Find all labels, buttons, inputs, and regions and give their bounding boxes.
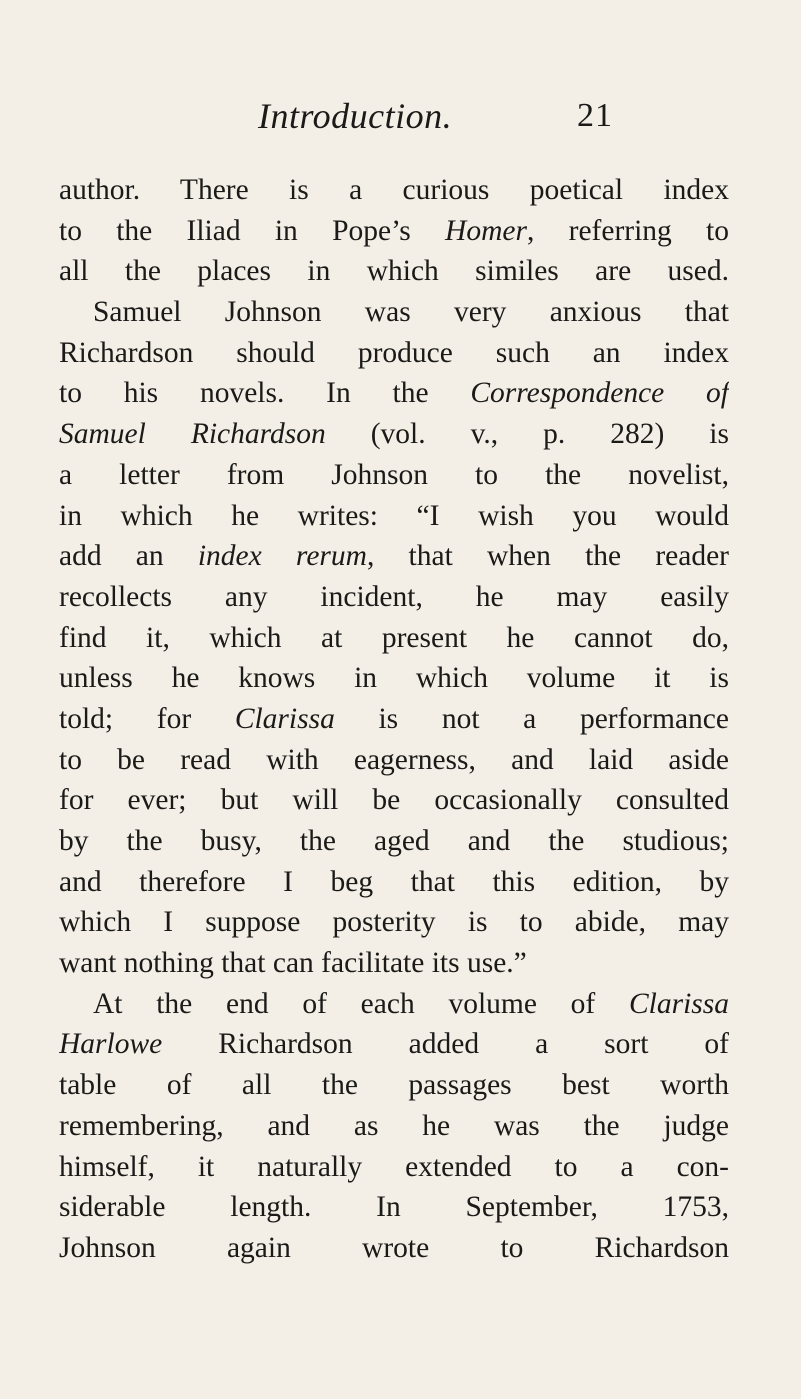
text-line: by the busy, the aged and the studious; xyxy=(59,825,729,857)
text-line: At the end of each volume of Clarissa xyxy=(93,987,729,1020)
italic-term: Homer xyxy=(445,214,527,247)
italic-term: index rerum xyxy=(197,540,367,573)
italic-term: Clarissa xyxy=(628,987,729,1020)
text-line: and therefore I beg that this edition, by xyxy=(59,865,729,898)
text-line: remembering, and as he was the judge xyxy=(59,1109,729,1142)
text-line: which I suppose posterity is to abide, may xyxy=(59,906,729,939)
italic-term: Samuel Richardson xyxy=(59,418,326,451)
body-text xyxy=(59,170,729,1269)
text-line: siderable length. In September, 1753, xyxy=(59,1191,729,1224)
text-line: for ever; but will be occasionally consulted xyxy=(59,784,729,817)
text-line: to be read with eagerness, and laid aside xyxy=(59,743,729,776)
text-line: Samuel Johnson was very anxious that xyxy=(93,296,729,329)
italic-term: Clarissa xyxy=(234,702,335,735)
text-line: himself, it naturally extended to a con- xyxy=(59,1150,729,1183)
page-number: 21 xyxy=(577,97,613,134)
text-line: Samuel Richardson (vol. v., p. 282) is xyxy=(59,418,729,451)
text-line: add an index rerum, that when the reader xyxy=(59,540,729,573)
text-line: Johnson again wrote to Richardson xyxy=(59,1231,729,1264)
italic-term: Harlowe xyxy=(59,1028,163,1061)
running-head-title: Introduction. xyxy=(258,96,453,136)
text-line: to the Iliad in Pope’s Homer, referring to xyxy=(59,214,729,247)
text-line: a letter from Johnson to the novelist, xyxy=(59,458,729,491)
text-line: all the places in which similes are used. xyxy=(59,255,729,288)
text-line: find it, which at present he cannot do, xyxy=(59,621,729,654)
text-line: unless he knows in which volume it is xyxy=(59,662,729,695)
text-line: Harlowe Richardson added a sort of xyxy=(59,1028,729,1061)
text-line: recollects any incident, he may easily xyxy=(59,580,729,613)
text-line: to his novels. In the Correspondence of xyxy=(59,377,729,410)
text-line: in which he writes: “I wish you would xyxy=(59,499,729,532)
text-line: told; for Clarissa is not a performance xyxy=(59,702,729,735)
text-line: Richardson should produce such an index xyxy=(59,336,729,369)
text-line: want nothing that can facilitate its use.” xyxy=(59,947,527,980)
running-head xyxy=(0,91,801,141)
text-line: author. There is a curious poetical index xyxy=(59,174,729,206)
italic-term: Correspondence of xyxy=(470,377,729,410)
text-line: table of all the passages best worth xyxy=(59,1069,729,1102)
